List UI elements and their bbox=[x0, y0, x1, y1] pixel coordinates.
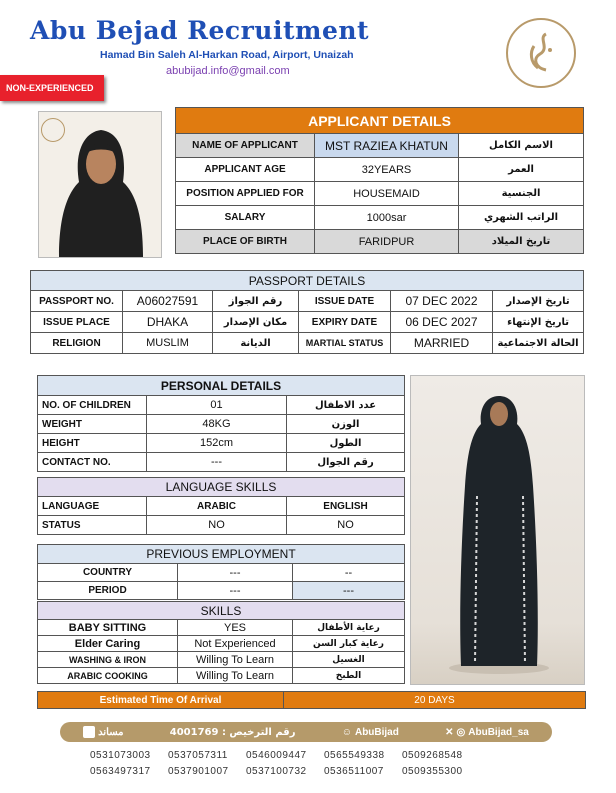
language-english-header: ENGLISH bbox=[287, 497, 405, 516]
marital-status-ar: الحالة الاجتماعية bbox=[493, 333, 584, 354]
birthplace-ar: تاريخ الميلاد bbox=[459, 230, 584, 254]
phone-number[interactable]: 0546009447 bbox=[246, 750, 307, 761]
religion-ar: الديانة bbox=[213, 333, 299, 354]
salary-ar: الراتب الشهري bbox=[459, 206, 584, 230]
marital-status-label: MARTIAL STATUS bbox=[299, 333, 391, 354]
washing-ar: الغسيل bbox=[293, 652, 405, 668]
applicant-age-value: 32YEARS bbox=[315, 158, 459, 182]
x-icon: ✕ bbox=[445, 726, 454, 738]
snapchat-label: AbuBijad bbox=[354, 726, 399, 738]
applicant-details-table bbox=[175, 107, 584, 254]
language-status-label: STATUS bbox=[38, 516, 147, 535]
personal-details-table bbox=[37, 375, 405, 472]
period-value-2: --- bbox=[293, 582, 405, 600]
religion-value: MUSLIM bbox=[123, 333, 213, 354]
country-value-2: -- bbox=[293, 564, 405, 582]
watermark-logo-icon bbox=[41, 118, 65, 142]
baby-sitting-ar: رعاية الأطفال bbox=[293, 620, 405, 636]
company-name: Abu Bejad Recruitment bbox=[30, 16, 370, 45]
previous-employment-title: PREVIOUS EMPLOYMENT bbox=[38, 545, 405, 564]
weight-label: WEIGHT bbox=[38, 415, 147, 434]
instagram-icon: ◎ bbox=[456, 726, 466, 738]
social-handle[interactable] bbox=[445, 727, 529, 738]
phones-row-1 bbox=[90, 750, 480, 761]
full-body-photo bbox=[410, 375, 585, 685]
children-label: NO. OF CHILDREN bbox=[38, 396, 147, 415]
passport-details-title: PASSPORT DETAILS bbox=[31, 271, 584, 291]
phone-number[interactable]: 0536511007 bbox=[324, 766, 384, 777]
language-skills-table bbox=[37, 477, 405, 535]
marital-status-value: MARRIED bbox=[391, 333, 493, 354]
snapchat-handle[interactable] bbox=[342, 727, 399, 738]
language-skills-title: LANGUAGE SKILLS bbox=[38, 478, 405, 497]
expiry-date-value: 06 DEC 2027 bbox=[391, 312, 493, 333]
religion-label: RELIGION bbox=[31, 333, 123, 354]
cooking-label: ARABIC COOKING bbox=[38, 668, 178, 684]
social-label: AbuBijad_sa bbox=[468, 726, 529, 738]
passport-no-ar: رقم الجواز bbox=[213, 291, 299, 312]
applicant-details-title: APPLICANT DETAILS bbox=[176, 108, 584, 134]
birthplace-value: FARIDPUR bbox=[315, 230, 459, 254]
issue-date-label: ISSUE DATE bbox=[299, 291, 391, 312]
skills-table bbox=[37, 601, 405, 684]
applicant-age-ar: العمر bbox=[459, 158, 584, 182]
phone-number[interactable]: 0537100732 bbox=[246, 766, 307, 777]
phone-number[interactable]: 0509355300 bbox=[402, 766, 463, 777]
phone-number[interactable]: 0563497317 bbox=[90, 766, 151, 777]
position-value: HOUSEMAID bbox=[315, 182, 459, 206]
children-value: 01 bbox=[147, 396, 287, 415]
elder-caring-ar: رعاية كبار السن bbox=[293, 636, 405, 652]
country-value-1: --- bbox=[178, 564, 293, 582]
language-arabic-header: ARABIC bbox=[147, 497, 287, 516]
baby-sitting-value: YES bbox=[178, 620, 293, 636]
previous-employment-table bbox=[37, 544, 405, 600]
contact-ar: رقم الجوال bbox=[287, 453, 405, 472]
issue-date-ar: تاريخ الإصدار bbox=[493, 291, 584, 312]
snapchat-icon: ☺ bbox=[341, 726, 352, 738]
height-ar: الطول bbox=[287, 434, 405, 453]
skills-title: SKILLS bbox=[38, 602, 405, 620]
height-value: 152cm bbox=[147, 434, 287, 453]
passport-details-table bbox=[30, 270, 584, 354]
country-label: COUNTRY bbox=[38, 564, 178, 582]
weight-ar: الوزن bbox=[287, 415, 405, 434]
applicant-name-label: NAME OF APPLICANT bbox=[176, 134, 315, 158]
phone-number[interactable]: 0537057311 bbox=[168, 750, 228, 761]
english-status-value: NO bbox=[287, 516, 405, 535]
issue-place-ar: مكان الإصدار bbox=[213, 312, 299, 333]
arrival-table bbox=[37, 691, 586, 709]
arrival-value: 20 DAYS bbox=[284, 692, 586, 709]
arrival-label: Estimated Time Of Arrival bbox=[38, 692, 284, 709]
washing-value: Willing To Learn bbox=[178, 652, 293, 668]
musaned-label: مساند bbox=[98, 726, 124, 738]
musaned-logo-icon bbox=[83, 726, 123, 738]
children-ar: عدد الاطفال bbox=[287, 396, 405, 415]
birthplace-label: PLACE OF BIRTH bbox=[176, 230, 315, 254]
baby-sitting-label: BABY SITTING bbox=[38, 620, 178, 636]
passport-no-value: A06027591 bbox=[123, 291, 213, 312]
elder-caring-label: Elder Caring bbox=[38, 636, 178, 652]
position-ar: الجنسية bbox=[459, 182, 584, 206]
applicant-photo bbox=[38, 111, 162, 258]
tag-label: NON-EXPERIENCED bbox=[6, 83, 94, 93]
phones-row-2 bbox=[90, 766, 480, 777]
weight-value: 48KG bbox=[147, 415, 287, 434]
issue-place-label: ISSUE PLACE bbox=[31, 312, 123, 333]
cooking-value: Willing To Learn bbox=[178, 668, 293, 684]
position-label: POSITION APPLIED FOR bbox=[176, 182, 315, 206]
company-address: Hamad Bin Saleh Al-Harkan Road, Airport, Unaizah bbox=[100, 49, 354, 61]
expiry-date-label: EXPIRY DATE bbox=[299, 312, 391, 333]
applicant-age-label: APPLICANT AGE bbox=[176, 158, 315, 182]
contact-value: --- bbox=[147, 453, 287, 472]
contact-label: CONTACT NO. bbox=[38, 453, 147, 472]
salary-value: 1000sar bbox=[315, 206, 459, 230]
arabic-status-value: NO bbox=[147, 516, 287, 535]
cooking-ar: الطبخ bbox=[293, 668, 405, 684]
washing-label: WASHING & IRON bbox=[38, 652, 178, 668]
elder-caring-value: Not Experienced bbox=[178, 636, 293, 652]
footer-bar bbox=[60, 722, 552, 742]
period-value-1: --- bbox=[178, 582, 293, 600]
company-email[interactable]: abubijad.info@gmail.com bbox=[166, 65, 290, 77]
issue-place-value: DHAKA bbox=[123, 312, 213, 333]
salary-label: SALARY bbox=[176, 206, 315, 230]
period-label: PERIOD bbox=[38, 582, 178, 600]
license-number: رقم الترخيص : 4001769 bbox=[169, 726, 296, 738]
phone-number[interactable]: 0537901007 bbox=[168, 766, 229, 777]
phone-number[interactable]: 0565549338 bbox=[324, 750, 385, 761]
non-experienced-tag bbox=[0, 75, 104, 101]
personal-details-title: PERSONAL DETAILS bbox=[38, 376, 405, 396]
calligraphy-logo-icon bbox=[506, 18, 576, 88]
phone-number[interactable]: 0509268548 bbox=[402, 750, 463, 761]
language-label: LANGUAGE bbox=[38, 497, 147, 516]
height-label: HEIGHT bbox=[38, 434, 147, 453]
applicant-name-ar: الاسم الكامل bbox=[459, 134, 584, 158]
expiry-date-ar: تاريخ الإنتهاء bbox=[493, 312, 584, 333]
issue-date-value: 07 DEC 2022 bbox=[391, 291, 493, 312]
applicant-name-value: MST RAZIEA KHATUN bbox=[315, 134, 459, 158]
passport-no-label: PASSPORT NO. bbox=[31, 291, 123, 312]
phone-number[interactable]: 0531073003 bbox=[90, 750, 151, 761]
